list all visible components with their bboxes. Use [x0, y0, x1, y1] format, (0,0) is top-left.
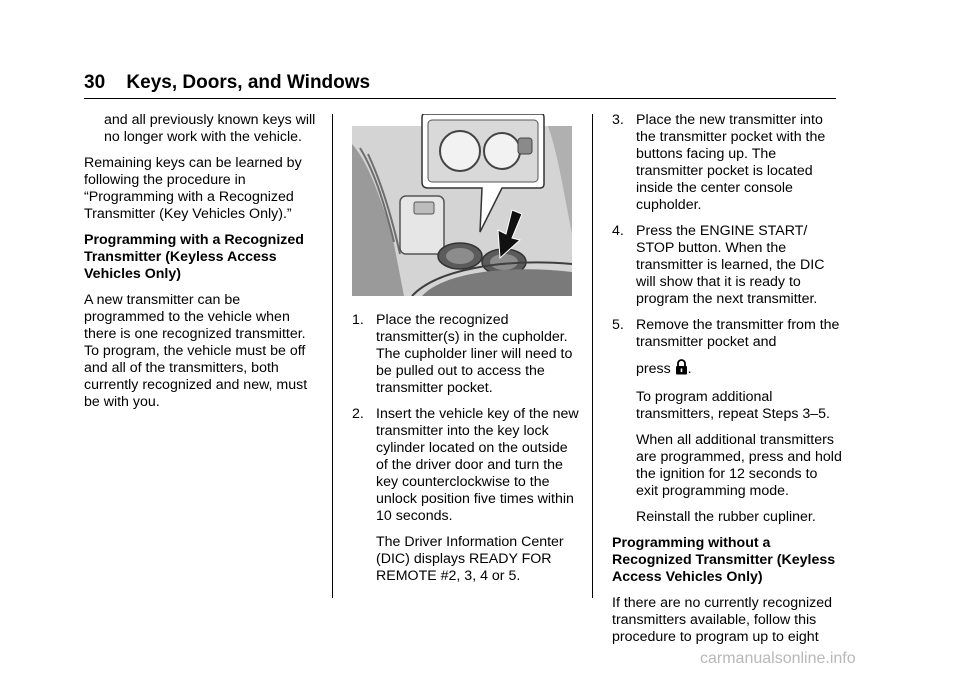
step-4 [612, 223, 842, 308]
step-text: Insert the vehicle key of the new transmitter into the key lock cylinder located on the outside of the driver door and turn the key counterclockwise to the unlock position five times within 10 seconds. [376, 406, 579, 524]
watermark: carmanualsonline.info [700, 650, 856, 667]
step-5-note-1: To program additional transmitters, repeat Steps 3–5. [636, 389, 830, 422]
step-5-note-3: Reinstall the rubber cupliner. [636, 509, 816, 525]
step-5 [612, 317, 842, 380]
step-number: 3. [612, 112, 624, 128]
step-number: 4. [612, 223, 624, 239]
subheading-without-recognized: Programming without a Recognized Transmitter (Keyless Access Vehicles Only) [612, 535, 836, 585]
column-2 [352, 312, 582, 594]
column-3 [612, 112, 842, 646]
step-5-press: press [636, 361, 671, 377]
step-2-note: The Driver Information Center (DIC) displays READY FOR REMOTE #2, 3, 4 or 5. [376, 534, 564, 584]
step-3 [612, 112, 842, 214]
center-console-cupholder-illustration [352, 114, 572, 296]
step-number: 2. [352, 406, 364, 422]
step-number: 5. [612, 317, 624, 333]
header-rule [84, 98, 836, 99]
column-divider-1 [332, 114, 333, 598]
step-1 [352, 312, 582, 397]
step-5-text: Remove the transmitter from the transmitter pocket and [636, 317, 840, 350]
step-5-note-2: When all additional transmitters are programmed, press and hold the ignition for 12 seconds to exit programming mode. [636, 432, 842, 499]
section-title: Keys, Doors, and Windows [126, 72, 371, 93]
page-number: 30 [84, 72, 106, 93]
step-text: Place the recognized transmitter(s) in the cupholder. The cupholder liner will need to be pulled out to access the transmitter pocket. [376, 312, 573, 396]
lock-key-icon [675, 359, 688, 380]
paragraph-no-recognized: If there are no currently recognized transmitters available, follow this procedure to program up to eight [612, 595, 833, 645]
paragraph-remaining-keys: Remaining keys can be learned by following the procedure in “Programming with a Recognized Transmitter (Key Vehicles Only).” [84, 155, 302, 222]
step-text: Place the new transmitter into the transmitter pocket with the buttons facing up. The transmitter pocket is located inside the center console cupholder. [636, 112, 826, 213]
subheading-recognized-transmitter: Programming with a Recognized Transmitter (Keyless Access Vehicles Only) [84, 232, 304, 282]
step-5-period: . [687, 361, 692, 377]
paragraph-new-transmitter: A new transmitter can be programmed to the vehicle when there is one recognized transmitter. To program, the vehicle must be off and all of the transmitters, both currently recognized and new, must be with you. [84, 292, 308, 410]
column-divider-2 [592, 114, 593, 598]
paragraph-continuation: and all previously known keys will no longer work with the vehicle. [104, 112, 316, 145]
page-header [84, 72, 370, 94]
step-text: Press the ENGINE START/ STOP button. When the transmitter is learned, the DIC will show that it is ready to program the next transmitter. [636, 223, 825, 307]
step-number: 1. [352, 312, 364, 328]
step-text [636, 317, 842, 380]
step-2 [352, 406, 582, 525]
column-1 [84, 112, 318, 420]
